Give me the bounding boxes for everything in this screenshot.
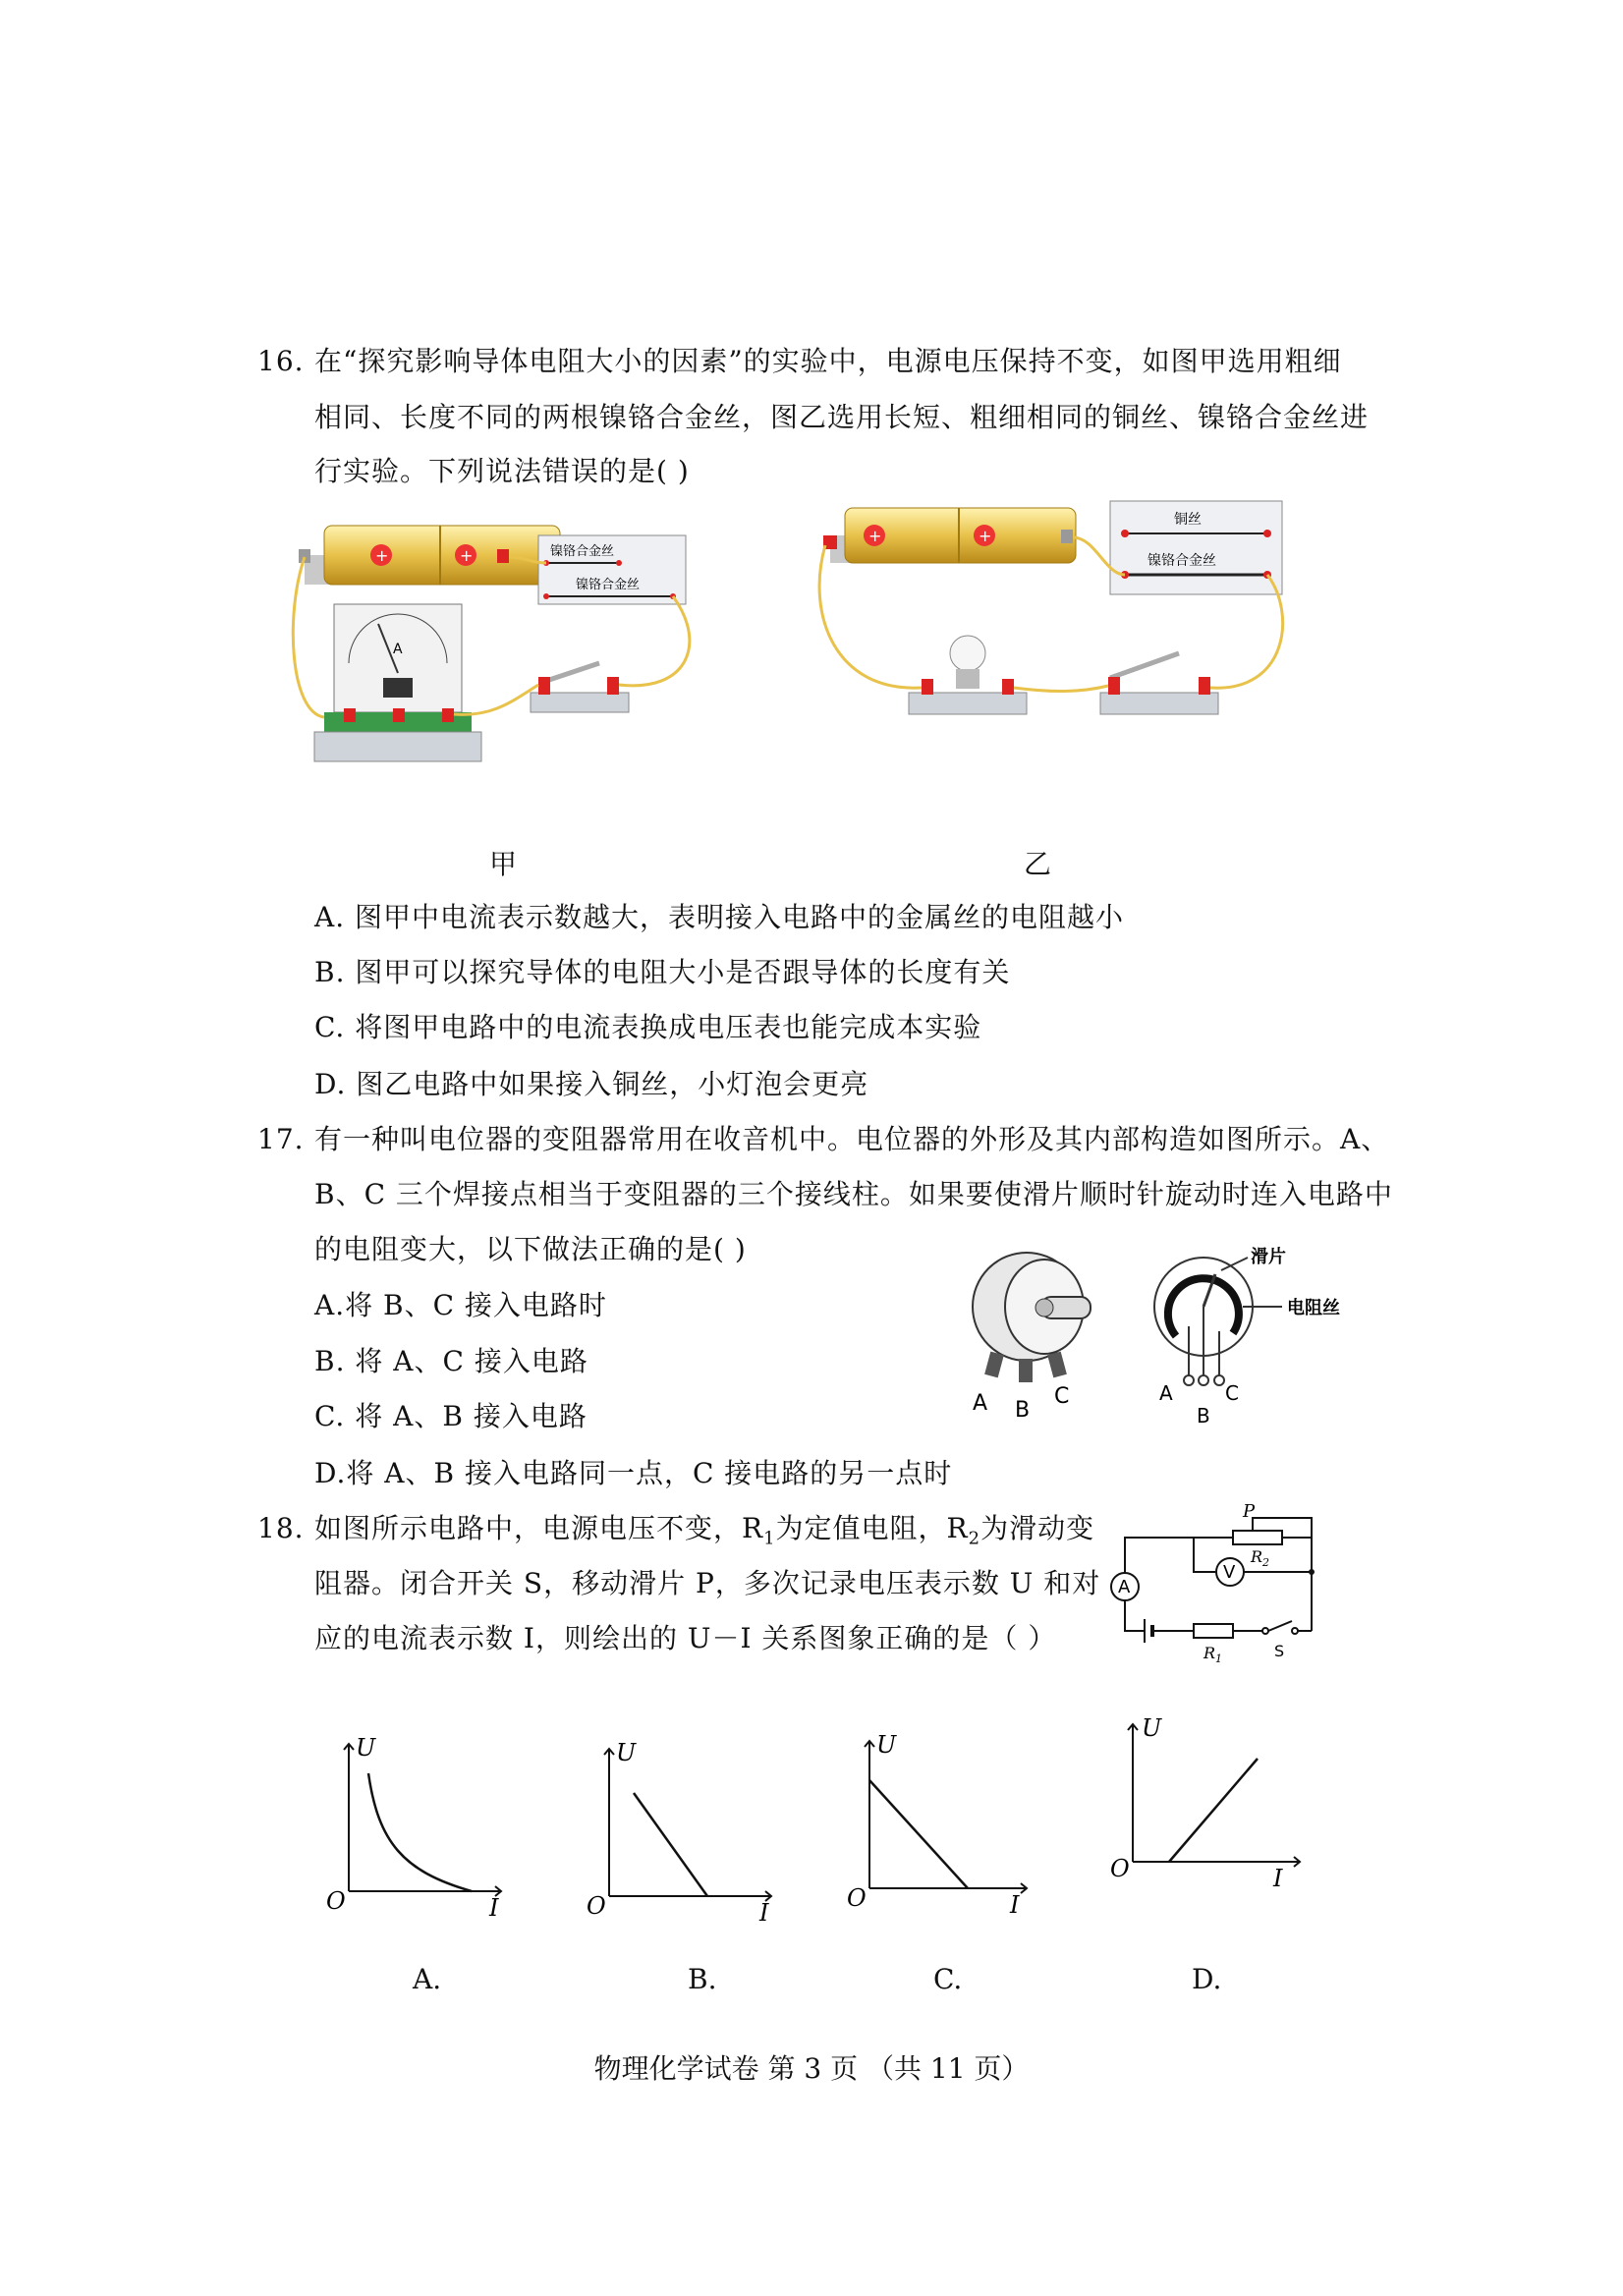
- q18-line-2: 阻器。闭合开关 S，移动滑片 P，多次记录电压表示数 U 和对: [314, 1567, 1101, 1599]
- q17-potentiometer-figure: [948, 1243, 1361, 1429]
- q16-option-c: C. 将图甲电路中的电流表换成电压表也能完成本实验: [314, 1011, 982, 1043]
- q16-line-1: 16. 在“探究影响导体电阻大小的因素”的实验中，电源电压保持不变，如图甲选用粗细: [257, 342, 1342, 381]
- q16-option-d: D. 图乙电路中如果接入铜丝，小灯泡会更亮: [314, 1068, 869, 1100]
- graph-option-a: [324, 1734, 511, 1921]
- svg-text:O: O: [1110, 1855, 1130, 1882]
- q16-option-b: B. 图甲可以探究导体的电阻大小是否跟导体的长度有关: [314, 956, 1011, 988]
- q17-option-b: B. 将 A、C 接入电路: [314, 1345, 588, 1377]
- q16-figure-jia: [295, 516, 707, 771]
- q16-option-a: A. 图甲中电流表示数越大，表明接入电路中的金属丝的电阻越小: [314, 901, 1125, 933]
- svg-text:O: O: [326, 1887, 346, 1915]
- svg-text:I: I: [489, 1894, 499, 1922]
- pot-ext-a: A: [973, 1391, 988, 1416]
- pot-wire-label: 电阻丝: [1287, 1298, 1340, 1318]
- circuit-p-label: P: [1243, 1501, 1256, 1522]
- svg-text:U: U: [356, 1734, 376, 1762]
- svg-text:O: O: [847, 1884, 867, 1912]
- svg-text:U: U: [876, 1731, 897, 1759]
- pot-ext-c: C: [1054, 1384, 1070, 1409]
- pot-int-b: B: [1197, 1404, 1210, 1428]
- graph-option-c: [845, 1731, 1041, 1918]
- svg-text:+: +: [460, 546, 474, 565]
- q17-option-a: A.将 B、C 接入电路时: [314, 1289, 607, 1321]
- yi-wire2-label: 镍铬合金丝: [1147, 553, 1216, 569]
- q17-number: 17.: [257, 1123, 305, 1155]
- graph-label-c: C.: [933, 1963, 963, 1995]
- q17-option-c: C. 将 A、B 接入电路: [314, 1400, 588, 1432]
- q18-line-3: 应的电流表示数 I，则绘出的 U－I 关系图象正确的是（ ）: [314, 1622, 1057, 1654]
- q16-line-2: 相同、长度不同的两根镍铬合金丝，图乙选用长短、粗细相同的铜丝、镍铬合金丝进: [314, 401, 1370, 433]
- graph-option-b: [585, 1739, 781, 1926]
- circuit-r1-label: $R_1$: [1203, 1644, 1223, 1665]
- svg-text:+: +: [375, 546, 389, 565]
- pot-slider-label: 滑片: [1251, 1247, 1286, 1267]
- graph-label-b: B.: [688, 1963, 717, 1995]
- jia-wire1-label: 镍铬合金丝: [550, 544, 615, 559]
- q16-figure-yi: [815, 496, 1326, 732]
- q16-line-3: 行实验。下列说法错误的是( ): [314, 455, 690, 487]
- pot-int-a: A: [1159, 1381, 1173, 1405]
- svg-text:+: +: [868, 527, 882, 545]
- pot-int-c: C: [1225, 1381, 1239, 1405]
- page-footer: 物理化学试卷 第 3 页 （共 11 页）: [593, 2052, 1030, 2085]
- svg-text:U: U: [616, 1739, 637, 1766]
- graph-label-a: A.: [413, 1963, 442, 1995]
- q17-line-2: B、C 三个焊接点相当于变阻器的三个接线柱。如果要使滑片顺时针旋动时连入电路中: [314, 1178, 1393, 1210]
- q18-number: 18.: [257, 1512, 305, 1544]
- jia-wire2-label: 镍铬合金丝: [576, 578, 641, 592]
- circuit-switch-label: S: [1274, 1642, 1285, 1660]
- svg-text:I: I: [759, 1899, 769, 1927]
- jia-meter-letter: A: [393, 642, 403, 657]
- q17-line-3: 的电阻变大，以下做法正确的是( ): [314, 1233, 747, 1265]
- figure-label-yi: 乙: [1024, 848, 1052, 880]
- q16-number: 16.: [257, 345, 305, 377]
- q18-circuit-diagram: [1105, 1503, 1331, 1675]
- svg-text:+: +: [979, 527, 992, 545]
- circuit-ammeter-label: A: [1118, 1577, 1131, 1597]
- yi-wire1-label: 铜丝: [1174, 512, 1202, 528]
- graph-option-d: [1108, 1714, 1315, 1901]
- q18-line-1: 18. 如图所示电路中，电源电压不变，$R_1$为定值电阻，$R_2$为滑动变: [257, 1509, 1094, 1559]
- svg-text:I: I: [1010, 1891, 1020, 1919]
- q17-line-1: 17. 有一种叫电位器的变阻器常用在收音机中。电位器的外形及其内部构造如图所示。A、: [257, 1120, 1389, 1159]
- q17-option-d: D.将 A、B 接入电路同一点，C 接电路的另一点时: [314, 1457, 953, 1489]
- svg-text:U: U: [1142, 1714, 1162, 1742]
- svg-text:O: O: [587, 1892, 606, 1920]
- svg-text:I: I: [1273, 1865, 1283, 1892]
- graph-label-d: D.: [1192, 1963, 1222, 1995]
- circuit-r2-label: $R_2$: [1251, 1547, 1270, 1569]
- pot-ext-b: B: [1015, 1398, 1031, 1423]
- circuit-voltmeter-label: V: [1223, 1562, 1236, 1583]
- figure-label-jia: 甲: [489, 848, 518, 880]
